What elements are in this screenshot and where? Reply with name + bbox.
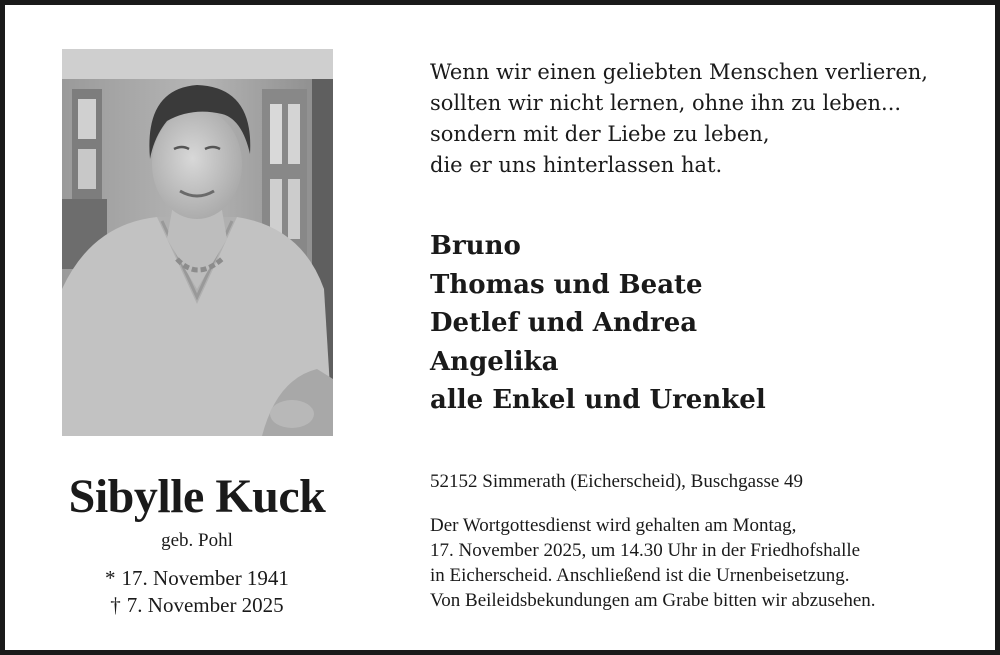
- mourner-line: Bruno: [430, 231, 521, 261]
- mourner-line: Thomas und Beate: [430, 269, 703, 300]
- birth-star-icon: *: [105, 566, 116, 590]
- portrait-photo-illustration: [62, 49, 333, 436]
- service-line: Der Wortgottesdienst wird gehalten am Montag,: [430, 515, 797, 536]
- mourner-line: alle Enkel und Urenkel: [430, 385, 766, 415]
- life-dates: [55, 565, 339, 619]
- poem-line: die er uns hinterlassen hat.: [430, 153, 723, 177]
- service-line: 17. November 2025, um 14.30 Uhr in der Friedhofshalle: [430, 540, 861, 561]
- service-line: in Eicherscheid. Anschließend ist die Urnenbeisetzung.: [430, 565, 850, 586]
- poem-line: Wenn wir einen geliebten Menschen verlieren,: [430, 60, 928, 84]
- service-info: [430, 513, 990, 613]
- memorial-poem: [430, 57, 970, 181]
- poem-line: sollten wir nicht lernen, ohne ihn zu leben...: [430, 91, 902, 115]
- mourners-list: [430, 227, 970, 420]
- portrait-photo: [62, 49, 333, 436]
- death-date-line: [55, 592, 339, 619]
- birth-name: geb. Pohl: [161, 530, 233, 551]
- birth-date: 17. November 1941: [121, 566, 289, 590]
- mourner-line: Detlef und Andrea: [430, 308, 698, 338]
- service-line: Von Beileidsbekundungen am Grabe bitten wir abzusehen.: [430, 590, 876, 611]
- poem-line: sondern mit der Liebe zu leben,: [430, 122, 770, 146]
- birth-date-line: [55, 565, 339, 592]
- mourner-line: Angelika: [430, 346, 559, 377]
- deceased-name: Sibylle Kuck: [68, 470, 326, 523]
- death-cross-icon: †: [110, 593, 121, 617]
- family-address: 52152 Simmerath (Eicherscheid), Buschgasse 49: [430, 471, 804, 492]
- death-date: 7. November 2025: [126, 593, 284, 617]
